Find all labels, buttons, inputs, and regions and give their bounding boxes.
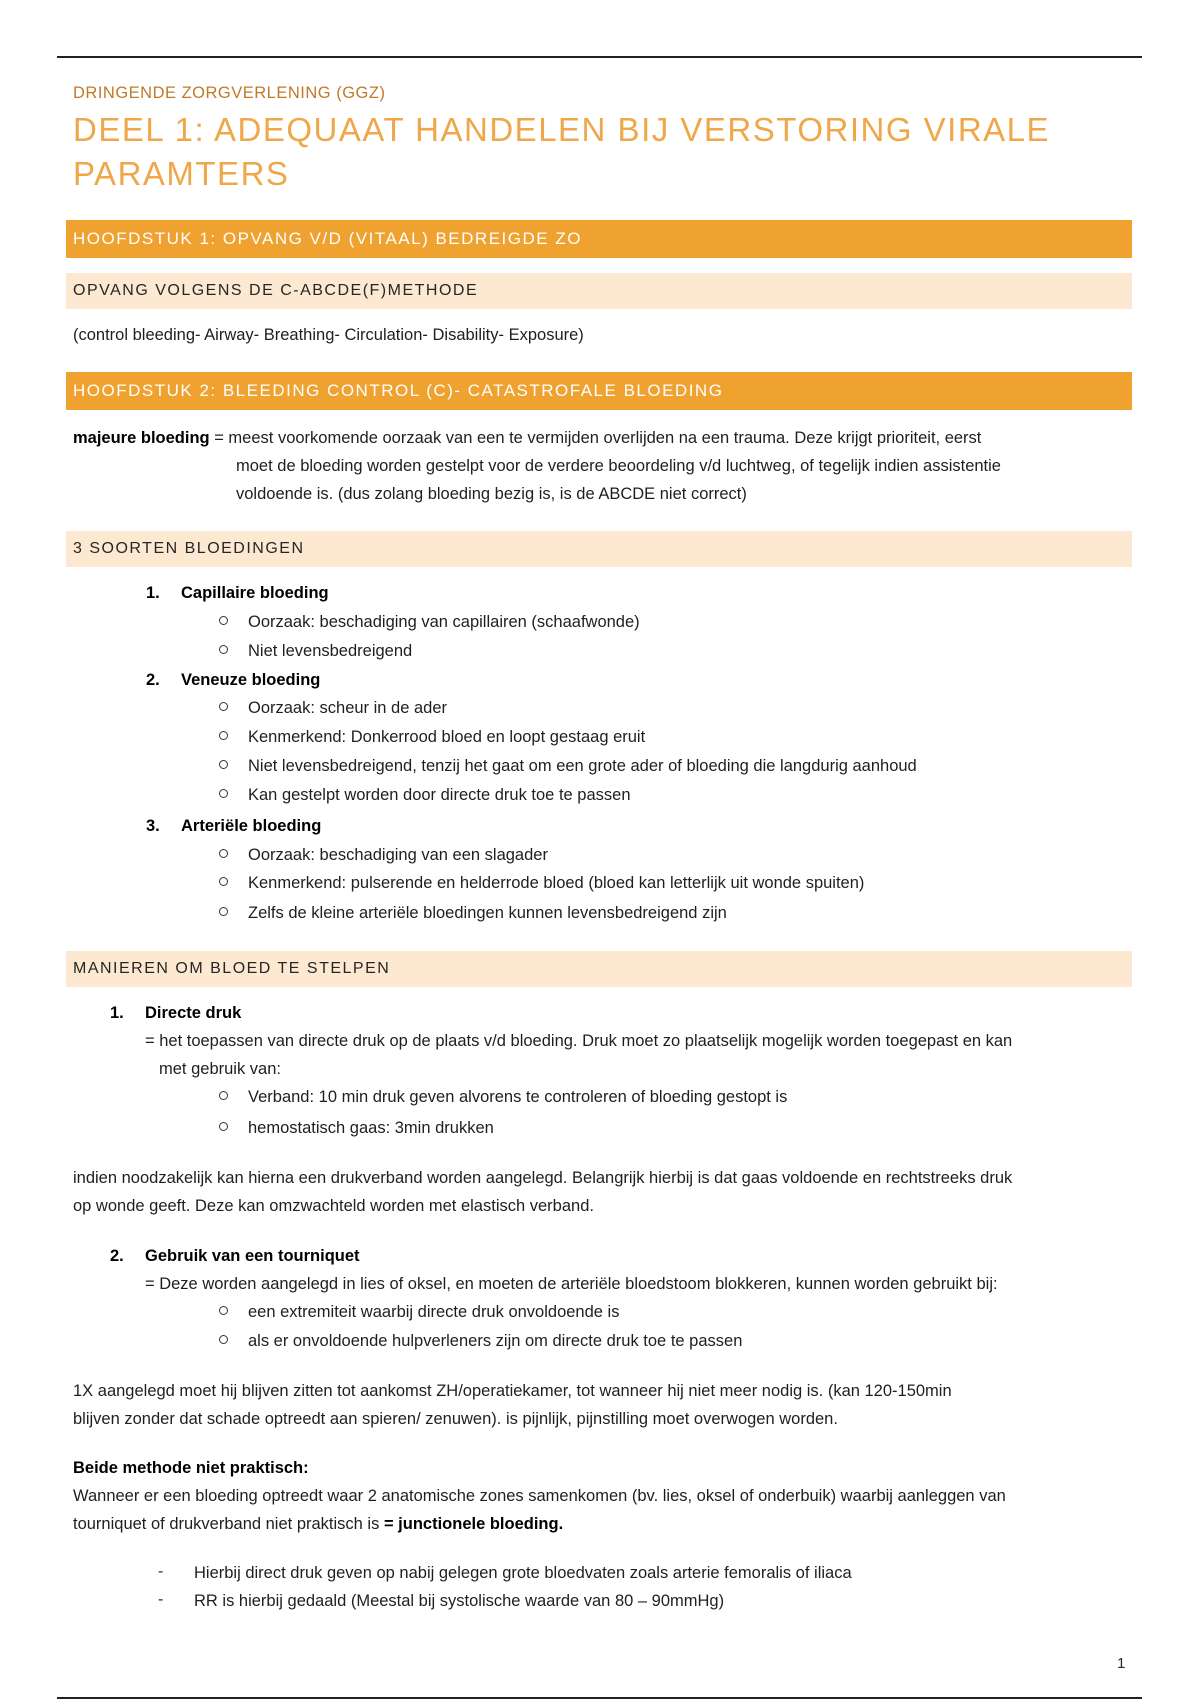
circle-bullet-icon <box>219 1122 228 1131</box>
list-item-label: Capillaire bloeding <box>181 584 329 602</box>
list-item: Kenmerkend: pulserende en helderrode bloed (bloed kan letterlijk uit wonde spuiten) <box>219 873 864 893</box>
list-number: 1. <box>146 584 160 602</box>
list-item-label: Veneuze bloeding <box>181 671 321 689</box>
circle-bullet-icon <box>219 877 228 886</box>
list-item: een extremiteit waarbij directe druk onvoldoende is <box>219 1302 619 1322</box>
beide-line-2: tourniquet of drukverband niet praktisch is = junctionele bloeding. <box>73 1515 564 1533</box>
section-manieren-heading: MANIEREN OM BLOED TE STELPEN <box>66 951 1132 987</box>
circle-bullet-icon <box>219 1335 228 1344</box>
chapter-1-heading: HOOFDSTUK 1: OPVANG V/D (VITAAL) BEDREIGDE ZO <box>66 220 1132 258</box>
list-number: 3. <box>146 817 160 835</box>
list-number: 1. <box>110 1004 124 1022</box>
list-item: Kan gestelpt worden door directe druk toe te passen <box>219 785 631 805</box>
page-title: DEEL 1: ADEQUAAT HANDELEN BIJ VERSTORING VIRALE PARAMTERS <box>73 111 1051 192</box>
circle-bullet-icon <box>219 731 228 740</box>
cabcde-text: (control bleeding- Airway- Breathing- Circulation- Disability- Exposure) <box>73 326 584 344</box>
list-item-label: Directe druk <box>145 1004 242 1022</box>
tourniquet-para-line-2: blijven zonder dat schade optreedt aan spieren/ zenuwen). is pijnlijk, pijnstilling moet overwogen worden. <box>73 1410 838 1428</box>
list-number: 2. <box>110 1247 124 1265</box>
tourniquet-para-line-1: 1X aangelegd moet hij blijven zitten tot aankomst ZH/operatiekamer, tot wanneer hij niet meer nodig is. (kan 120-150min <box>73 1382 952 1400</box>
circle-bullet-icon <box>219 616 228 625</box>
list-item: Kenmerkend: Donkerrood bloed en loopt gestaag eruit <box>219 727 645 747</box>
section-soorten-heading: 3 SOORTEN BLOEDINGEN <box>66 531 1132 567</box>
directe-druk-line-2: met gebruik van: <box>159 1060 281 1078</box>
bottom-rule <box>57 1697 1142 1699</box>
tourniquet-line-1: = Deze worden aangelegd in lies of oksel, en moeten de arteriële bloedstoom blokkeren, kunnen worden gebruikt bij: <box>145 1275 998 1293</box>
circle-bullet-icon <box>219 1306 228 1315</box>
list-number: 2. <box>146 671 160 689</box>
circle-bullet-icon <box>219 849 228 858</box>
list-item-label: Arteriële bloeding <box>181 817 322 835</box>
list-item: RR is hierbij gedaald (Meestal bij systolische waarde van 80 – 90mmHg) <box>194 1592 725 1610</box>
list-item: Oorzaak: scheur in de ader <box>219 698 447 718</box>
drukverband-line-1: indien noodzakelijk kan hierna een drukverband worden aangelegd. Belangrijk hierbij is dat gaas voldoende en rechtstreeks druk <box>73 1169 1013 1187</box>
directe-druk-line-1: = het toepassen van directe druk op de plaats v/d bloeding. Druk moet zo plaatselijk mogelijk worden toegepast en kan <box>145 1032 1013 1050</box>
list-item: als er onvoldoende hulpverleners zijn om directe druk toe te passen <box>219 1331 742 1351</box>
dash-bullet-icon: - <box>158 1563 164 1580</box>
dash-bullet-icon: - <box>158 1591 164 1608</box>
list-item-label: Gebruik van een tourniquet <box>145 1247 360 1265</box>
list-item: Oorzaak: beschadiging van capillairen (schaafwonde) <box>219 612 640 632</box>
list-item: Hierbij direct druk geven op nabij gelegen grote bloedvaten zoals arterie femoralis of iliaca <box>194 1564 852 1582</box>
circle-bullet-icon <box>219 1091 228 1100</box>
junctionele-term: = junctionele bloeding. <box>383 1515 564 1533</box>
list-item: hemostatisch gaas: 3min drukken <box>219 1118 494 1138</box>
list-item: Zelfs de kleine arteriële bloedingen kunnen levensbedreigend zijn <box>219 903 727 923</box>
circle-bullet-icon <box>219 645 228 654</box>
beide-heading: Beide methode niet praktisch: <box>73 1459 309 1477</box>
beide-line-1: Wanneer er een bloeding optreedt waar 2 anatomische zones samenkomen (bv. lies, oksel of onderbuik) waarbij aanleggen van <box>73 1487 1006 1505</box>
majeure-term: majeure bloeding <box>73 429 210 447</box>
circle-bullet-icon <box>219 760 228 769</box>
top-rule <box>57 56 1142 58</box>
drukverband-line-2: op wonde geeft. Deze kan omzwachteld worden met elastisch verband. <box>73 1197 594 1215</box>
circle-bullet-icon <box>219 907 228 916</box>
circle-bullet-icon <box>219 702 228 711</box>
circle-bullet-icon <box>219 789 228 798</box>
chapter-2-heading: HOOFDSTUK 2: BLEEDING CONTROL (C)- CATASTROFALE BLOEDING <box>66 372 1132 410</box>
list-item: Niet levensbedreigend, tenzij het gaat om een grote ader of bloeding die langdurig aanhoud <box>219 756 917 776</box>
list-item: Niet levensbedreigend <box>219 641 412 661</box>
majeure-line-1: majeure bloeding = meest voorkomende oorzaak van een te vermijden overlijden na een trauma. Deze krijgt prioriteit, eerst <box>73 429 982 447</box>
majeure-line-2: moet de bloeding worden gestelpt voor de verdere beoordeling v/d luchtweg, of tegelijk indien assistentie <box>236 457 1001 475</box>
majeure-line-3: voldoende is. (dus zolang bloeding bezig is, is de ABCDE niet correct) <box>236 485 747 503</box>
document-subtitle: DRINGENDE ZORGVERLENING (GGZ) <box>73 84 386 102</box>
section-cabcde-heading: OPVANG VOLGENS DE C-ABCDE(F)METHODE <box>66 273 1132 309</box>
list-item: Verband: 10 min druk geven alvorens te controleren of bloeding gestopt is <box>219 1087 787 1107</box>
list-item: Oorzaak: beschadiging van een slagader <box>219 845 548 865</box>
page-number: 1 <box>1117 1655 1126 1672</box>
